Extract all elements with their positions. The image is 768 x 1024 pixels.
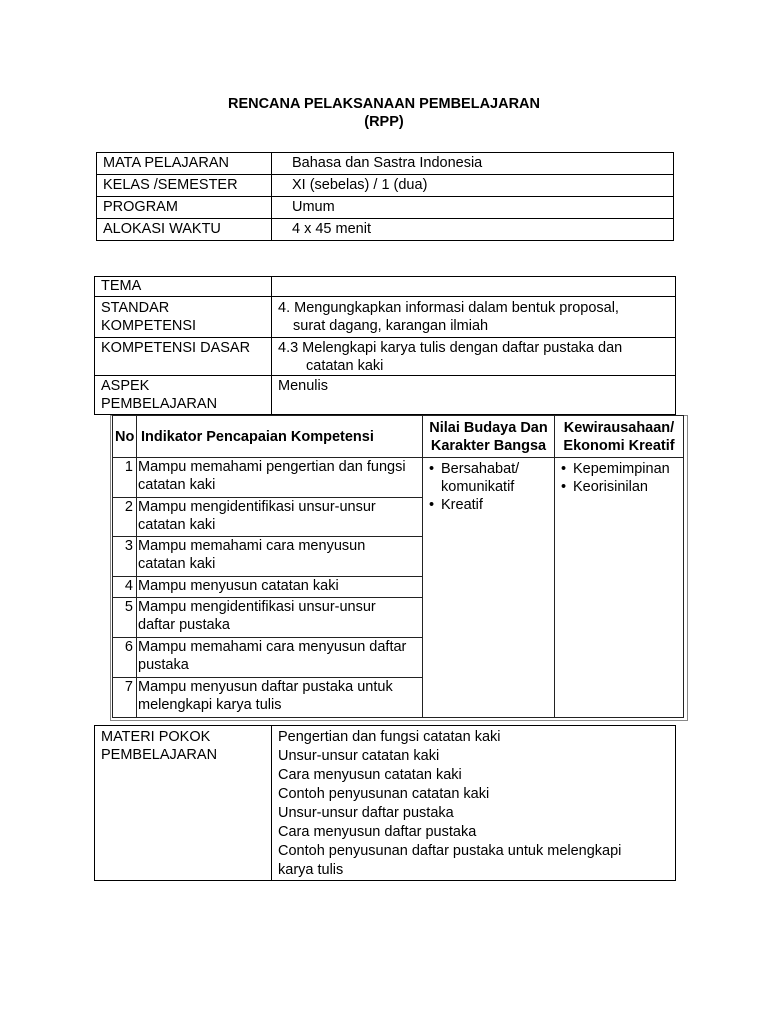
info-label: KELAS /SEMESTER	[97, 175, 272, 197]
indikator-line-1: Mampu mengidentifikasi unsur-unsur	[138, 499, 376, 515]
standar-kompetensi-value	[272, 297, 676, 338]
indikator-line-1: Mampu memahami cara menyusun daftar	[138, 639, 407, 655]
row-materi-pokok	[95, 726, 676, 881]
materi-item: Cara menyusun catatan kaki	[278, 767, 462, 783]
row-number: 1	[113, 458, 137, 498]
indikator-text	[137, 598, 423, 638]
indikator-line-2: catatan kaki	[138, 556, 216, 572]
indikator-line-1: Mampu menyusun catatan kaki	[138, 578, 339, 594]
nilai-item-line-2: komunikatif	[441, 479, 515, 495]
materi-item: Pengertian dan fungsi catatan kaki	[278, 729, 501, 745]
kd-value-line-1: 4.3 Melengkapi karya tulis dengan daftar pustaka dan	[278, 340, 623, 356]
list-item	[427, 460, 554, 496]
materi-item: karya tulis	[278, 862, 344, 878]
col-kewira-line-2: Ekonomi Kreatif	[563, 437, 675, 454]
kompetensi-dasar-label: KOMPETENSI DASAR	[95, 338, 272, 376]
col-no-header: No	[113, 416, 137, 458]
info-row-kelas-semester	[97, 175, 674, 197]
info-value: Bahasa dan Sastra Indonesia	[272, 153, 674, 175]
info-value: Umum	[272, 197, 674, 219]
col-nilai-line-2: Karakter Bangsa	[430, 437, 547, 454]
info-row-program	[97, 197, 674, 219]
indikator-line-1: Mampu memahami pengertian dan fungsi	[138, 459, 406, 475]
list-item: • Kreatif	[427, 496, 554, 514]
info-label: MATA PELAJARAN	[97, 153, 272, 175]
aspek-label	[95, 376, 272, 415]
nilai-budaya-cell	[423, 458, 555, 718]
document-title	[0, 95, 768, 131]
indikator-text	[137, 498, 423, 537]
info-value: 4 x 45 menit	[272, 219, 674, 241]
indikator-line-2: catatan kaki	[138, 517, 216, 533]
indicator-header-row	[113, 416, 684, 458]
row-number: 3	[113, 537, 137, 577]
sk-value-line-1: 4. Mengungkapkan informasi dalam bentuk proposal,	[278, 300, 619, 316]
row-kompetensi-dasar	[95, 338, 676, 376]
info-table	[96, 152, 674, 241]
table-row	[113, 458, 684, 498]
indikator-line-2: daftar pustaka	[138, 617, 230, 633]
tema-label: TEMA	[95, 277, 272, 297]
tema-value	[272, 277, 676, 297]
row-number: 4	[113, 577, 137, 598]
nilai-list	[427, 460, 554, 514]
col-nilai-line-1: Nilai Budaya Dan	[429, 419, 548, 436]
indikator-line-2: melengkapi karya tulis	[138, 697, 282, 713]
indikator-line-1: Mampu mengidentifikasi unsur-unsur	[138, 599, 376, 615]
list-item: • Keorisinilan	[559, 478, 683, 496]
col-kewira-header	[555, 416, 684, 458]
indikator-line-2: pustaka	[138, 657, 189, 673]
materi-label-line-2: PEMBELAJARAN	[101, 747, 218, 763]
indikator-text	[137, 577, 423, 598]
col-kewira-line-1: Kewirausahaan/	[563, 419, 675, 436]
aspek-value: Menulis	[272, 376, 676, 415]
sk-value-line-2: surat dagang, karangan ilmiah	[293, 318, 489, 334]
materi-label-line-1: MATERI POKOK	[101, 729, 211, 745]
materi-value	[272, 726, 676, 881]
indikator-text	[137, 458, 423, 498]
row-number: 7	[113, 678, 137, 718]
competency-table	[94, 276, 676, 415]
materi-table	[94, 725, 676, 881]
materi-item: Contoh penyusunan catatan kaki	[278, 786, 490, 802]
indikator-line-2: catatan kaki	[138, 477, 216, 493]
row-tema	[95, 277, 676, 297]
sk-label-line-1: STANDAR	[101, 300, 170, 316]
row-standar-kompetensi	[95, 297, 676, 338]
info-label: PROGRAM	[97, 197, 272, 219]
col-nilai-header	[423, 416, 555, 458]
materi-label	[95, 726, 272, 881]
title-line-1: RENCANA PELAKSANAAN PEMBELAJARAN	[227, 96, 541, 112]
sk-label-line-2: KOMPETENSI	[101, 318, 197, 334]
list-item: • Kepemimpinan	[559, 460, 683, 478]
materi-item: Cara menyusun daftar pustaka	[278, 824, 477, 840]
kewira-list	[559, 460, 683, 496]
indikator-text	[137, 678, 423, 718]
aspek-label-line-1: ASPEK	[101, 378, 150, 394]
kewirausahaan-cell	[555, 458, 684, 718]
row-number: 2	[113, 498, 137, 537]
indikator-text	[137, 537, 423, 577]
indikator-text	[137, 638, 423, 678]
info-row-alokasi-waktu	[97, 219, 674, 241]
indikator-line-1: Mampu menyusun daftar pustaka untuk	[138, 679, 393, 695]
materi-item: Unsur-unsur daftar pustaka	[278, 805, 454, 821]
info-label: ALOKASI WAKTU	[97, 219, 272, 241]
row-aspek-pembelajaran	[95, 376, 676, 415]
info-row-mata-pelajaran	[97, 153, 674, 175]
kompetensi-dasar-value	[272, 338, 676, 376]
aspek-label-line-2: PEMBELAJARAN	[101, 396, 218, 412]
materi-item: Unsur-unsur catatan kaki	[278, 748, 440, 764]
row-number: 6	[113, 638, 137, 678]
kd-value-line-2: catatan kaki	[306, 358, 384, 374]
title-line-2: (RPP)	[364, 114, 404, 130]
indikator-line-1: Mampu memahami cara menyusun	[138, 538, 366, 554]
col-indikator-header: Indikator Pencapaian Kompetensi	[137, 416, 423, 458]
row-number: 5	[113, 598, 137, 638]
nilai-item-line-1: • Bersahabat/	[441, 461, 520, 477]
standar-kompetensi-label	[95, 297, 272, 338]
materi-item: Contoh penyusunan daftar pustaka untuk melengkapi	[278, 843, 622, 859]
indicator-table	[112, 415, 684, 718]
info-value: XI (sebelas) / 1 (dua)	[272, 175, 674, 197]
